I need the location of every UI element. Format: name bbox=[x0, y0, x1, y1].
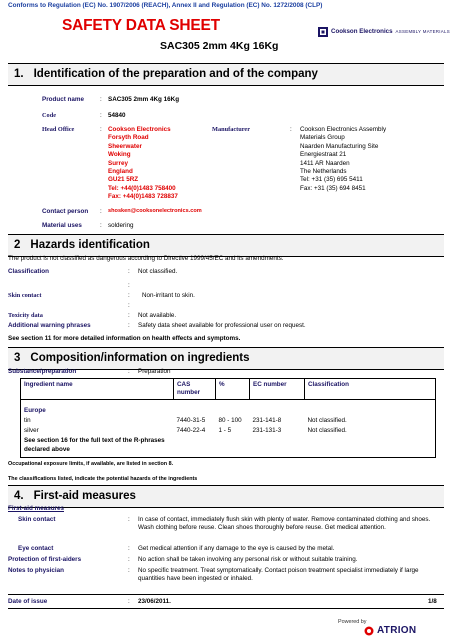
logo-brand: Cookson Electronics bbox=[331, 27, 393, 35]
col-classification: Classification bbox=[305, 379, 436, 400]
classification-note: The classifications listed, indicate the potential hazards of the ingredients bbox=[8, 476, 198, 482]
page-number: 1/8 bbox=[428, 598, 437, 605]
section-1-header bbox=[8, 63, 444, 86]
ingredient-name: silver bbox=[24, 427, 39, 435]
ingredients-table bbox=[20, 378, 436, 458]
fa-skin-label: Skin contact bbox=[18, 516, 56, 523]
col-ingredient-name: Ingredient name bbox=[21, 379, 174, 400]
manufacturer-line: Materials Group bbox=[300, 134, 345, 142]
table-row bbox=[21, 406, 436, 416]
head-office-label: Head Office bbox=[42, 126, 75, 133]
fa-physician-value: No specific treatment. Treat symptomatically. Contact poison treatment specialist immediately if large quantities have been ingested or inhaled. bbox=[138, 567, 419, 583]
ingredient-cas: 7440-22-4 bbox=[176, 427, 206, 435]
substance-label: Substance/preparation bbox=[8, 368, 77, 375]
col-cas-number: CAS number bbox=[174, 379, 216, 400]
colon: : bbox=[100, 126, 102, 133]
table-header-row bbox=[21, 379, 436, 400]
colon: : bbox=[128, 282, 130, 289]
colon: : bbox=[128, 322, 130, 329]
classification-label: Classification bbox=[8, 268, 49, 275]
section-1-number: 1. bbox=[14, 68, 24, 80]
region-label: Europe bbox=[24, 406, 46, 414]
ingredient-ec: 231-131-3 bbox=[252, 427, 282, 435]
colon: : bbox=[128, 556, 130, 563]
head-office-line: Woking bbox=[108, 151, 131, 159]
table-row bbox=[21, 416, 436, 426]
ingredient-classification: Not classified. bbox=[307, 417, 347, 425]
colon: : bbox=[128, 368, 130, 375]
atrion-wordmark: ATRION bbox=[377, 625, 417, 636]
toxicity-value: Not available. bbox=[138, 312, 177, 319]
section-4-header bbox=[8, 485, 444, 508]
manufacturer-line: Tel: +31 (35) 695 5411 bbox=[300, 176, 363, 184]
colon: : bbox=[100, 112, 102, 119]
colon: : bbox=[100, 96, 102, 103]
colon: : bbox=[128, 545, 130, 552]
ingredient-ec: 231-141-8 bbox=[252, 417, 282, 425]
colon: : bbox=[128, 598, 130, 605]
table-row bbox=[21, 426, 436, 436]
section-3-number: 3 bbox=[14, 352, 21, 364]
colon: : bbox=[128, 312, 130, 319]
substance-value: Preparation bbox=[138, 368, 171, 375]
material-uses-label: Material uses bbox=[42, 222, 82, 229]
product-name-label: Product name bbox=[42, 96, 84, 103]
ingredient-cas: 7440-31-5 bbox=[176, 417, 206, 425]
classification-value: Not classified. bbox=[138, 268, 178, 275]
col-percent: % bbox=[216, 379, 250, 400]
hazards-intro: The product is not classified as dangerous according to Directive 1999/45/EC and its amendments. bbox=[8, 255, 284, 262]
footer-bottom-rule bbox=[8, 608, 444, 609]
manufacturer-line: Naarden Manufacturing Site bbox=[300, 142, 379, 150]
warning-phrases-value: Safety data sheet available for professional user on request. bbox=[138, 322, 306, 329]
skin-contact-value: Non-irritant to skin. bbox=[142, 292, 195, 299]
contact-email: shosken@cooksonelectronics.com bbox=[108, 208, 202, 214]
code-label: Code bbox=[42, 112, 56, 119]
head-office-line: Forsyth Road bbox=[108, 134, 149, 142]
head-office-line: Fax: +44(0)1483 728837 bbox=[108, 193, 178, 201]
colon: : bbox=[128, 268, 130, 275]
code-value: 54840 bbox=[108, 112, 126, 119]
atrion-logo bbox=[364, 624, 416, 637]
fa-physician-label: Notes to physician bbox=[8, 567, 64, 574]
head-office-line: GU21 5RZ bbox=[108, 176, 139, 184]
head-office-line: Surrey bbox=[108, 159, 128, 167]
colon: : bbox=[100, 208, 102, 215]
section-4-number: 4. bbox=[14, 490, 24, 502]
footer-top-rule bbox=[8, 594, 444, 595]
skin-contact-label: Skin contact bbox=[8, 292, 42, 299]
section-3-title: Composition/information on ingredients bbox=[30, 352, 250, 364]
manufacturer-line: 1411 AR Naarden bbox=[300, 159, 350, 167]
section-2-header bbox=[8, 234, 444, 257]
section-4-title: First-aid measures bbox=[33, 490, 136, 502]
toxicity-label: Toxicity data bbox=[8, 312, 43, 319]
r-phrases-note: See section 16 for the full text of the R-phrases declared above bbox=[24, 437, 165, 453]
colon: : bbox=[290, 126, 292, 133]
head-office-line: England bbox=[108, 168, 133, 176]
cookson-logo bbox=[318, 27, 450, 37]
cookson-logo-icon bbox=[318, 27, 328, 37]
manufacturer-address bbox=[300, 126, 386, 193]
contact-person-label: Contact person bbox=[42, 208, 89, 215]
table-row bbox=[21, 436, 436, 457]
colon: : bbox=[128, 292, 130, 299]
material-uses-value: soldering bbox=[108, 222, 134, 229]
colon: : bbox=[128, 302, 130, 309]
fa-skin-value: In case of contact, immediately flush skin with plenty of water. Remove contaminated clothing and shoes. Wash clothing before reuse. Clean shoes thoroughly before reuse. Get medical attention. bbox=[138, 516, 431, 532]
powered-by-label: Powered by bbox=[338, 619, 367, 625]
section-3-header bbox=[8, 347, 444, 370]
manufacturer-line: Fax: +31 (35) 694 8451 bbox=[300, 184, 366, 192]
col-ec-number: EC number bbox=[250, 379, 305, 400]
ingredient-name: tin bbox=[24, 417, 31, 425]
date-of-issue-label: Date of issue bbox=[8, 598, 48, 605]
colon: : bbox=[100, 222, 102, 229]
ingredient-percent: 80 - 100 bbox=[218, 417, 242, 425]
fa-protection-label: Protection of first-aiders bbox=[8, 556, 82, 563]
head-office-line: Cookson Electronics bbox=[108, 126, 171, 133]
manufacturer-line: The Netherlands bbox=[300, 168, 347, 176]
logo-tagline: ASSEMBLY MATERIALS bbox=[395, 29, 450, 35]
manufacturer-label: Manufacturer bbox=[212, 126, 251, 133]
colon: : bbox=[128, 516, 130, 523]
see-section-11: See section 11 for more detailed information on health effects and symptoms. bbox=[8, 335, 241, 342]
ingredient-percent: 1 - 5 bbox=[218, 427, 232, 435]
product-name-value: SAC305 2mm 4Kg 16Kg bbox=[108, 96, 180, 103]
head-office-address bbox=[108, 126, 178, 202]
manufacturer-line: Energiestraat 21 bbox=[300, 151, 347, 159]
head-office-line: Sheerwater bbox=[108, 142, 142, 150]
ingredient-classification: Not classified. bbox=[307, 427, 347, 435]
section-2-title: Hazards identification bbox=[30, 239, 150, 251]
fa-eye-value: Get medical attention if any damage to the eye is caused by the metal. bbox=[138, 545, 335, 552]
oel-note: Occupational exposure limits, if available, are listed in section 8. bbox=[8, 461, 174, 467]
fa-protection-value: No action shall be taken involving any personal risk or without suitable training. bbox=[138, 556, 358, 563]
head-office-line: Tel: +44(0)1483 758400 bbox=[108, 184, 176, 192]
first-aid-subheading: First-aid measures bbox=[8, 505, 64, 512]
product-title: SAC305 2mm 4Kg 16Kg bbox=[160, 40, 279, 52]
manufacturer-line: Cookson Electronics Assembly bbox=[300, 126, 387, 133]
fa-eye-label: Eye contact bbox=[18, 545, 54, 552]
colon: : bbox=[128, 567, 130, 574]
document-title: SAFETY DATA SHEET bbox=[62, 17, 220, 34]
atrion-logo-icon bbox=[364, 626, 374, 636]
warning-phrases-label: Additional warning phrases bbox=[8, 322, 91, 329]
section-1-title: Identification of the preparation and of the company bbox=[33, 68, 318, 80]
section-2-number: 2 bbox=[14, 239, 21, 251]
date-of-issue-value: 23/06/2011. bbox=[138, 598, 171, 605]
conformance-line: Conforms to Regulation (EC) No. 1907/2006 (REACH), Annex II and Regulation (EC) No. 1272/2008 (CLP) bbox=[8, 2, 323, 9]
